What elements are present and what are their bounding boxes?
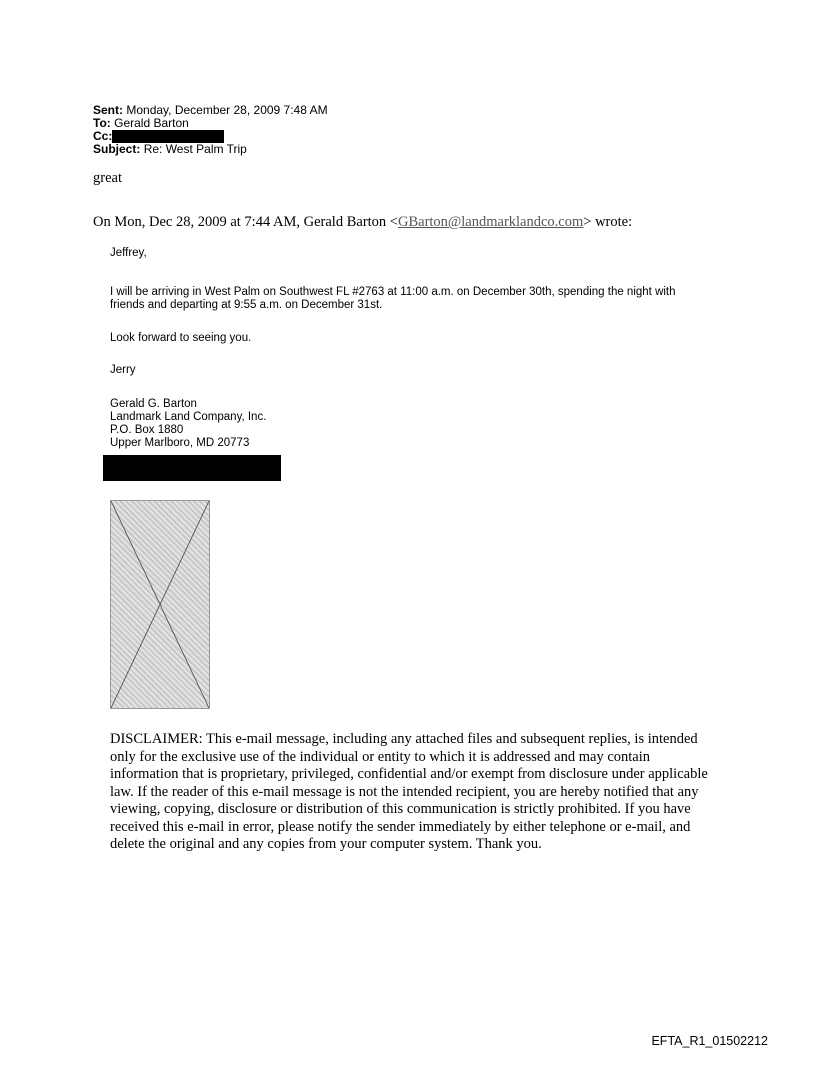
signature-line: Upper Marlboro, MD 20773 (110, 437, 250, 449)
disclaimer: DISCLAIMER: This e-mail message, including any attached files and subsequent replies, is intended only for the exclusive use of the individual or entity to which it is addressed and may contain information that is proprietary, privileged, confidential and/or exempt from disclosure under applicable law. If the reader of this e-mail message is not the intended recipient, you are hereby notified that any viewing, copying, disclosure or distribution of this communication is strictly prohibited. If you have received this e-mail in error, please notify the sender immediately by either telephone or e-mail, and delete the original and any copies from your computer system. Thank you. (110, 731, 708, 852)
subject-value: Re: West Palm Trip (143, 142, 247, 157)
redaction (103, 455, 281, 481)
quote-intro-text: On Mon, Dec 28, 2009 at 7:44 AM, Gerald Barton < (93, 214, 398, 230)
cc-label: Cc: (93, 129, 113, 143)
quote-intro (93, 214, 632, 231)
sender-name: Jerry (110, 364, 136, 376)
signature (110, 398, 266, 450)
document-id: EFTA_R1_01502212 (651, 1034, 768, 1048)
broken-image-icon (111, 501, 209, 708)
sent-value: Monday, December 28, 2009 7:48 AM (126, 103, 328, 117)
email-header (93, 104, 328, 156)
broken-image-placeholder (110, 500, 210, 709)
quote-intro-end: > wrote: (583, 214, 633, 230)
to-label: To: (93, 116, 111, 130)
greeting: Jeffrey, (110, 247, 147, 259)
closing: Look forward to seeing you. (110, 332, 252, 344)
signature-line: P.O. Box 1880 (110, 424, 184, 436)
signature-line: Landmark Land Company, Inc. (110, 411, 267, 423)
sent-label: Sent: (93, 103, 123, 117)
reply-text: great (93, 170, 122, 186)
subject-label: Subject: (93, 142, 141, 157)
to-value: Gerald Barton (114, 116, 189, 130)
quoted-body: I will be arriving in West Palm on Southwest FL #2763 at 11:00 a.m. on December 30th, spending the night with friends and departing at 9:55 a.m. on December 31st. (110, 286, 676, 311)
email-link[interactable]: GBarton@landmarklandco.com (397, 214, 584, 230)
signature-line: Gerald G. Barton (110, 398, 197, 410)
